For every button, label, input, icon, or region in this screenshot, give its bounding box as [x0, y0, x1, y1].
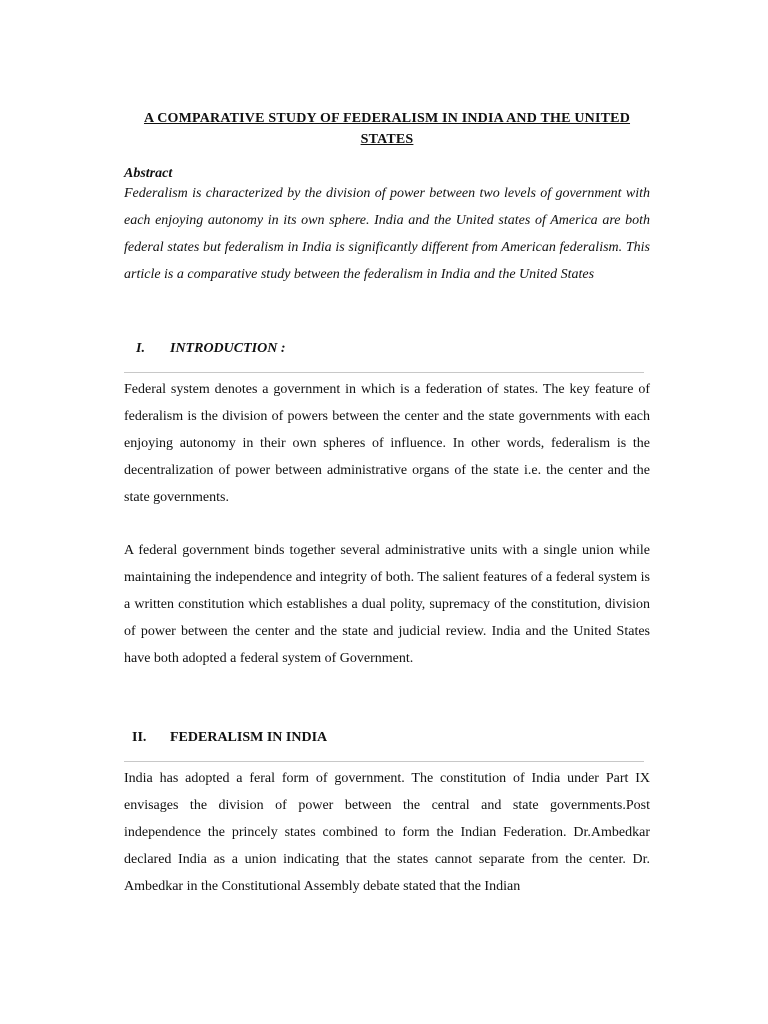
paragraph: India has adopted a feral form of government. The constitution of India under Part IX envisages the division of power between the central and state governments.Post independence the princely states combined to form the Indian Federation. Dr.Ambedkar declared India as a union indicating that the states cannot separate from the center. Dr. Ambedkar in the Constitutional Assembly debate stated that the Indian [124, 771, 650, 894]
abstract-heading: Abstract [124, 166, 173, 181]
abstract-body: Federalism is characterized by the division of power between two levels of government with each enjoying autonomy in its own sphere. India and the United states of America are both federal states but federalism in India is significantly different from American federalism. This article is a comparative study between the federalism in India and the United States [124, 186, 650, 282]
paragraph: A federal government binds together several administrative units with a single union while maintaining the independence and integrity of both. The salient features of a federal system is a written constitution which establishes a dual polity, supremacy of the constitution, division of power between the center and the state and judicial review. India and the United States have both adopted a federal system of Government. [124, 543, 650, 666]
section-heading-federalism-in-india [124, 728, 650, 750]
section-number: II. [132, 730, 147, 745]
section-title: INTRODUCTION : [170, 341, 286, 356]
section-number: I. [136, 341, 145, 356]
section-divider [124, 761, 644, 762]
paragraph: Federal system denotes a government in which is a federation of states. The key feature of federalism is the division of powers between the center and the state governments with each enjoying autonomy in their own spheres of influence. In other words, federalism is the decentralization of power between administrative organs of the state i.e. the center and the state governments. [124, 382, 650, 505]
document-title: A COMPARATIVE STUDY OF FEDERALISM IN INDIA AND THE UNITED STATES [143, 111, 631, 147]
section-divider [124, 372, 644, 373]
section-title: FEDERALISM IN INDIA [170, 730, 328, 745]
section-heading-introduction [124, 339, 650, 361]
